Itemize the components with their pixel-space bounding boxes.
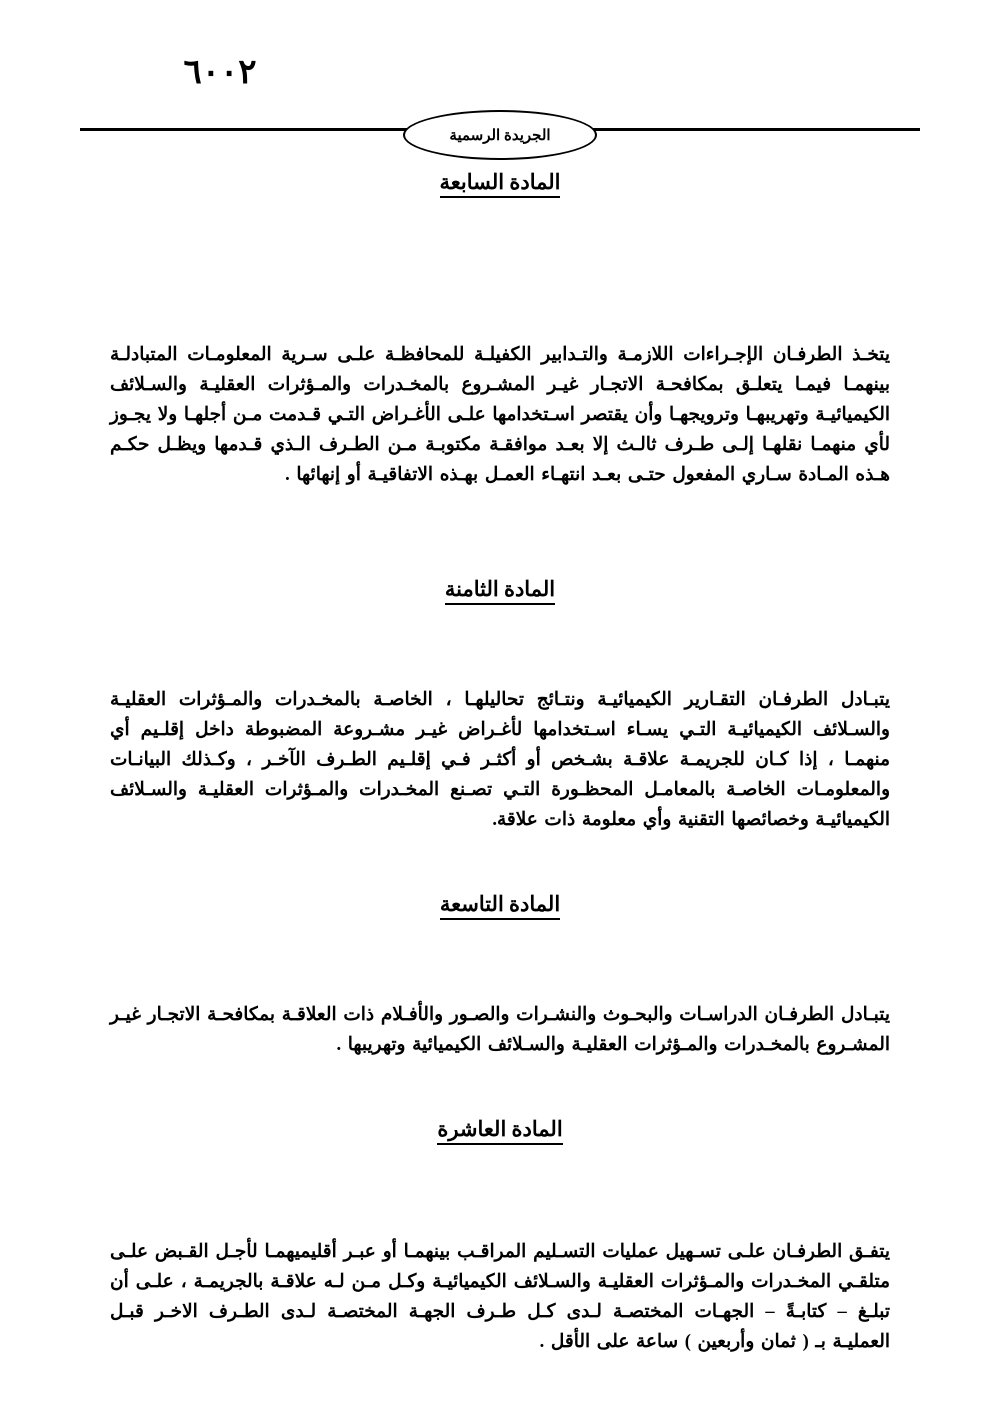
article-title-9-text: المادة التاسعة xyxy=(440,892,560,920)
article-body-10: يتفـق الطرفـان علـى تسـهيل عمليات التسـليم المراقـب بينهمـا أو عبـر أقليميهمـا لأجـل القـبض علـى متلقـي المخـدرات والمـؤثرات العقليـة والسـلائف الكيميائيـة وكـل مـن لـه علاقـة بالجريمـة ، علـى أن تبلـغ – كتابـةً – الجهـات المختصـة لـدى كـل طـرف الجهـة المختصـة لـدى الطـرف الاخـر قبـل العمليـة بـ ( ثمان وأربعين ) ساعة على الأقل . xyxy=(110,1241,890,1352)
article-body-8: يتبـادل الطرفـان التقـارير الكيميائيـة ونتـائج تحاليلهـا ، الخاصـة بالمخـدرات والمـؤثرات العقليـة والسـلائف الكيميائيـة التـي يسـاء اسـتخدامها لأغـراض غيـر مشـروعة المضبوطة داخل إقلـيم أي منهمـا ، إذا كـان للجريمـة علاقـة بشـخص أو أكثـر فـي إقلـيم الطـرف الآخـر ، وكـذلك البيانـات والمعلومـات الخاصـة بالمعامـل المحظـورة التـي تصـنع المخـدرات والمـؤثرات العقليـة والسـلائف الكيميائيـة وخصائصها التقنية وأي معلومة ذات علاقة. xyxy=(110,689,890,830)
spacer xyxy=(110,612,890,686)
spacer xyxy=(110,927,890,1001)
article-body-9: يتبـادل الطرفـان الدراسـات والبحـوث والنشـرات والصـور والأفـلام ذات العلاقـة بمكافحـة الاتجـار غيـر المشـروع بالمخـدرات والمـؤثرات العقليـة والسـلائف الكيميائية وتهريبها . xyxy=(110,1004,890,1055)
article-title-10 xyxy=(110,1117,890,1142)
article-title-7 xyxy=(110,170,890,195)
article-body-7: يتخـذ الطرفـان الإجـراءات اللازمـة والتـدابير الكفيلـة للمحافظـة علـى سـرية المعلومـات المتبادلـة بينهمـا فيمـا يتعلـق بمكافحـة الاتجـار غيـر المشـروع بالمخـدرات والمـؤثرات العقليـة والسـلائف الكيميائيـة وتهريبهـا وترويجهـا وأن يقتصر اسـتخدامها علـى الأغـراض التـي قـدمت مـن أجلهـا ولا يجـوز لأي منهمـا نقلهـا إلـى طـرف ثالـث إلا بعـد موافقـة مكتوبـة مـن الطـرف الـذي قـدمها ويظـل حكـم هـذه المـادة سـاري المفعول حتـى بعـد انتهـاء العمـل بهـذه الاتفاقيـة أو إنهائها . xyxy=(110,345,890,485)
spacer xyxy=(110,205,890,279)
document-content xyxy=(110,170,890,1358)
page-number: ٦٠٠٢ xyxy=(183,54,257,91)
article-title-9 xyxy=(110,892,890,917)
article-title-10-text: المادة العاشرة xyxy=(437,1117,562,1145)
article-title-8-text: المادة الثامنة xyxy=(445,577,555,605)
header-rule-container xyxy=(80,110,920,156)
spacer xyxy=(110,491,890,577)
spacer xyxy=(110,836,890,892)
gazette-badge: الجريدة الرسمية xyxy=(403,110,597,160)
spacer xyxy=(110,1152,890,1238)
article-title-8 xyxy=(110,577,890,602)
spacer xyxy=(110,1061,890,1117)
article-title-7-text: المادة السابعة xyxy=(440,170,561,198)
